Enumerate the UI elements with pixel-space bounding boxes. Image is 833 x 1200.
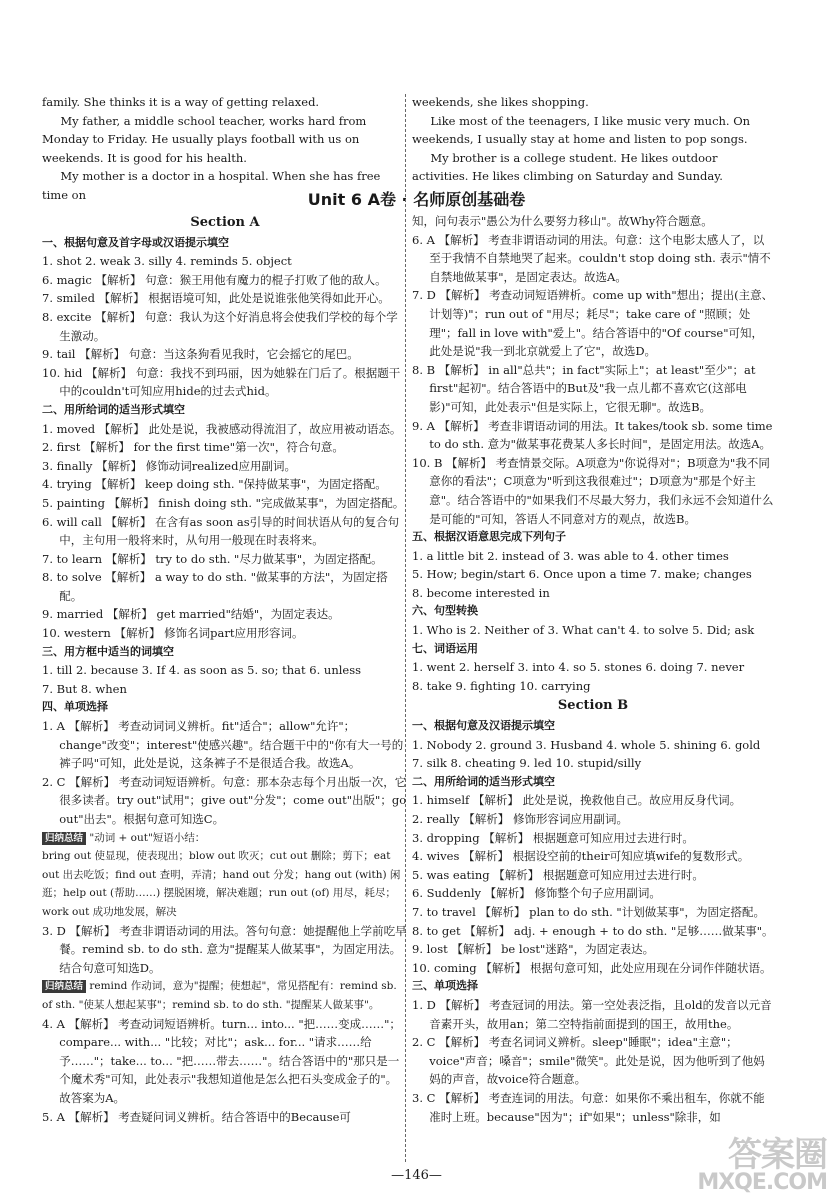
answer-line: 1. Nobody 2. ground 3. Husband 4. whole 5. shining 6. gold (412, 737, 761, 752)
answer-line: 7. to travel 【解析】 plan to do sth. "计划做某事"，为固定搭配。 (412, 904, 766, 919)
answer-line: 7. silk 8. cheating 9. led 10. stupid/silly (412, 756, 642, 771)
passage-line: family. She thinks it is a way of getting relaxed. (42, 95, 320, 109)
answer-line: 7. to learn 【解析】 try to do sth. "尽力做某事"，为固定搭配。 (42, 551, 383, 566)
answer-line: 1. went 2. herself 3. into 4. so 5. stones 6. doing 7. never (412, 660, 745, 675)
answer-line: 2. first 【解析】 for the first time"第一次"，符合句意。 (42, 440, 344, 455)
exercise-heading: 二、用所给词的适当形式填空 (412, 774, 555, 788)
exercise-heading: 三、用方框中适当的词填空 (42, 644, 174, 658)
exercise-heading: 一、根据句意及首字母或汉语提示填空 (42, 235, 229, 249)
answer-line: 2. C 【解析】 考查名词词义辨析。sleep"睡眠"；idea"主意"；voice"声音；嗓音"；smile"微笑"。此处是说，因为他听到了他妈妈的声音，故voice符合题意。 (412, 1035, 765, 1087)
answer-line: 9. tail 【解析】 句意：当这条狗看见我时，它会摇它的尾巴。 (42, 347, 359, 362)
answer-line: 7. smiled 【解析】 根据语境可知，此处是说谁张他笑得如此开心。 (42, 291, 390, 306)
answer-line: 3. finally 【解析】 修饰动词realized应用副词。 (42, 458, 296, 473)
answer-line: 1. A 【解析】 考查动词词义辨析。fit"适合"；allow"允许"；change"改变"；interest"使感兴趣"。结合题干中的"你有大一号的裤子吗"可知，此处是说，这条裤子不是很适合我。故选A。 (42, 719, 404, 771)
passage-paragraph: My father, a middle school teacher, works hard from Monday to Friday. He usually plays football with us on weekends. It is good for his health. (42, 113, 367, 165)
answer-line: 5. painting 【解析】 finish doing sth. "完成做某事"，为固定搭配。 (42, 495, 405, 510)
summary-note (42, 829, 408, 848)
answer-line: 7. D 【解析】 考查动词短语辨析。come up with"想出；提出(主意、计划等)"；run out of "用尽；耗尽"；take care of "照顾；处理"；fall in love with"爱上"。结合答语中的"Of course"可知，此处是说"我一到北京就爱上了它"，故选D。 (412, 288, 774, 359)
exercise-heading: 七、词语运用 (412, 641, 478, 655)
answer-line: 8. to solve 【解析】 a way to do sth. "做某事的方法"，为固定搭配。 (42, 570, 388, 603)
summary-text: remind 作动词，意为"提醒；使想起"，常见搭配有：remind sb. of sth. "使某人想起某事"；remind sb. to do sth. "提醒某人做某事"。 (42, 980, 397, 1011)
summary-badge: 归纳总结 (42, 980, 86, 993)
answer-line: 9. married 【解析】 get married"结婚"，为固定表达。 (42, 607, 340, 622)
summary-text: "动词 + out"短语小结： (89, 831, 206, 844)
exercise-heading: 二、用所给词的适当形式填空 (42, 402, 185, 416)
answer-line: 5. A 【解析】 考查疑问词义辨析。结合答语中的Because可 (42, 1109, 351, 1124)
answer-line: 6. A 【解析】 考查非谓语动词的用法。句意：这个电影太感人了，以至于我情不自禁地哭了起来。couldn't stop doing sth. 表示"情不自禁地做某事"，是固定表达。故选A。 (412, 232, 771, 284)
answer-line: 3. D 【解析】 考查非谓语动词的用法。答句句意：她提醒他上学前吃早餐。remind sb. to do sth. 意为"提醒某人做某事"，为固定用法。结合句意可知选D。 (42, 923, 407, 975)
answer-line: 7. But 8. when (42, 681, 127, 696)
top-right-passage (412, 93, 770, 186)
answer-line: 1. D 【解析】 考查冠词的用法。第一空处表泛指，且old的发音以元音音素开头，故用an；第二空特指前面提到的国王，故用the。 (412, 997, 772, 1031)
passage-paragraph: My brother is a college student. He likes outdoor activities. He likes climbing on Saturday and Sunday. (412, 150, 723, 184)
answer-line: 1. till 2. because 3. If 4. as soon as 5. so; that 6. unless (42, 663, 362, 678)
answer-line: 知，问句表示"愚公为什么要努力移山"。故Why符合题意。 (412, 214, 713, 228)
watermark-logo (697, 1135, 827, 1195)
exercise-heading: 三、单项选择 (412, 979, 478, 993)
answer-line: 4. A 【解析】 考查动词短语辨析。turn... into... "把……变成……"；compare... with... "比较；对比"；ask... for... "请求……给予……"；take... to... "把……带去……"。结合答语中的"那只是一个魔术秀"可知，此处表示"我想知道他是怎么把石头变成金子的"。故答案为A。 (42, 1016, 401, 1105)
answer-line: 8. excite 【解析】 句意：我认为这个好消息将会使我们学校的每个学生激动。 (42, 309, 398, 343)
right-answer-column (412, 212, 774, 1126)
answer-line: 5. was eating 【解析】 根据题意可知应用过去进行时。 (412, 867, 704, 882)
answer-line: 1. a little bit 2. instead of 3. was able to 4. other times (412, 548, 729, 563)
answer-line: 8. become interested in (412, 585, 550, 600)
watermark-line1: 答案圈 (728, 1135, 827, 1175)
answer-line: 9. lost 【解析】 be lost"迷路"，为固定表达。 (412, 942, 655, 957)
exercise-heading: 五、根据汉语意思完成下列句子 (412, 530, 566, 544)
exercise-heading: 一、根据句意及汉语提示填空 (412, 719, 555, 733)
answer-line: 8. to get 【解析】 adj. + enough + to do sth. "足够……做某事"。 (412, 923, 774, 938)
answer-line: 10. B 【解析】 考查情景交际。A项意为"你说得对"；B项意为"我不同意你的看法"；C项意为"听到这我很难过"；D项意为"那是个好主意"。结合答语中的"如果我们不尽最大努力，我们永远不会知道什么是可能的"可知，答语人不同意对方的观点，故选B。 (412, 455, 774, 526)
answer-line: 8. B 【解析】 in all"总共"；in fact"实际上"；at least"至少"；at first"起初"。结合答语中的But及"我一点儿都不喜欢它(这部电影)"可知，此处表示"但是实际上，它很无聊"。故选B。 (412, 362, 756, 414)
answer-line: 5. How; begin/start 6. Once upon a time 7. make; changes (412, 567, 752, 582)
passage-line: weekends, she likes shopping. (412, 95, 589, 109)
answer-line: 1. himself 【解析】 此处是说，挽救他自己。故应用反身代词。 (412, 793, 742, 808)
answer-line: 3. C 【解析】 考查连词的用法。句意：如果你不乘出租车，你就不能准时上班。because"因为"；if"如果"；unless"除非，如 (412, 1090, 765, 1124)
page-number: —146— (391, 1168, 442, 1183)
answer-line: 6. magic 【解析】 句意：猴王用他有魔力的棍子打败了他的敌人。 (42, 272, 387, 287)
answer-line: 10. coming 【解析】 根据句意可知，此处应用现在分词作伴随状语。 (412, 960, 772, 975)
passage-paragraph: Like most of the teenagers, I like music very much. On weekends, I usually stay at home and listen to pop songs. (412, 113, 751, 147)
summary-detail: bring out 使显现，使表现出；blow out 吹灭；cut out 删除；剪下；eat out 出去吃饭；find out 查明，弄清；hand out 分发；hang out (with) 闲逛；help out (帮助……) 摆脱困境，解决难题；run out (of) 用尽，耗尽；work out 成功地发展，解决 (42, 850, 401, 918)
answer-line: 2. C 【解析】 考查动词短语辨析。句意：那本杂志每个月出版一次，它很多读者。try out"试用"；give out"分发"；come out"出版"；go out"出去"。根据句意可知选C。 (42, 774, 407, 826)
answer-line: 4. wives 【解析】 根据设空前的their可知应填wife的复数形式。 (412, 849, 750, 864)
summary-note (42, 977, 408, 1014)
answer-line: 4. trying 【解析】 keep doing sth. "保持做某事"，为固定搭配。 (42, 477, 387, 492)
watermark-line2: MXQE.COM (697, 1170, 827, 1195)
unit-title: Unit 6 A卷 · 名师原创基础卷 (307, 190, 526, 209)
exercise-heading: 六、句型转换 (412, 604, 478, 618)
answer-line: 1. Who is 2. Neither of 3. What can't 4. to solve 5. Did; ask (412, 623, 755, 638)
left-answer-column (42, 212, 408, 1126)
answer-line: 3. dropping 【解析】 根据题意可知应用过去进行时。 (412, 830, 694, 845)
answer-line: 8. take 9. fighting 10. carrying (412, 678, 591, 693)
answer-line: 2. really 【解析】 修饰形容词应用副词。 (412, 812, 628, 826)
section-heading: Section B (557, 698, 629, 714)
answer-line: 9. A 【解析】 考查非谓语动词的用法。It takes/took sb. some time to do sth. 意为"做某事花费某人多长时间"，是固定用法。故选A。 (412, 418, 773, 452)
answer-line: 1. moved 【解析】 此处是说，我被感动得流泪了，故应用被动语态。 (42, 421, 402, 436)
passage-paragraph: My mother is a doctor in a hospital. When she has free time on (42, 169, 381, 202)
answer-line: 10. western 【解析】 修饰名词part应用形容词。 (42, 626, 304, 641)
answer-line: 6. will call 【解析】 在含有as soon as引导的时间状语从句的复合句中，主句用一般将来时，从句用一般现在时表将来。 (42, 514, 400, 548)
answer-line: 6. Suddenly 【解析】 修饰整个句子应用副词。 (412, 886, 661, 901)
answer-line: 1. shot 2. weak 3. silly 4. reminds 5. object (42, 254, 292, 269)
summary-badge: 归纳总结 (42, 832, 86, 845)
answer-line: 10. hid 【解析】 句意：我找不到玛丽，因为她躲在门后了。根据题干中的couldn't可知应用hide的过去式hid。 (42, 365, 401, 399)
exercise-heading: 四、单项选择 (42, 700, 108, 714)
section-heading: Section A (190, 215, 260, 230)
